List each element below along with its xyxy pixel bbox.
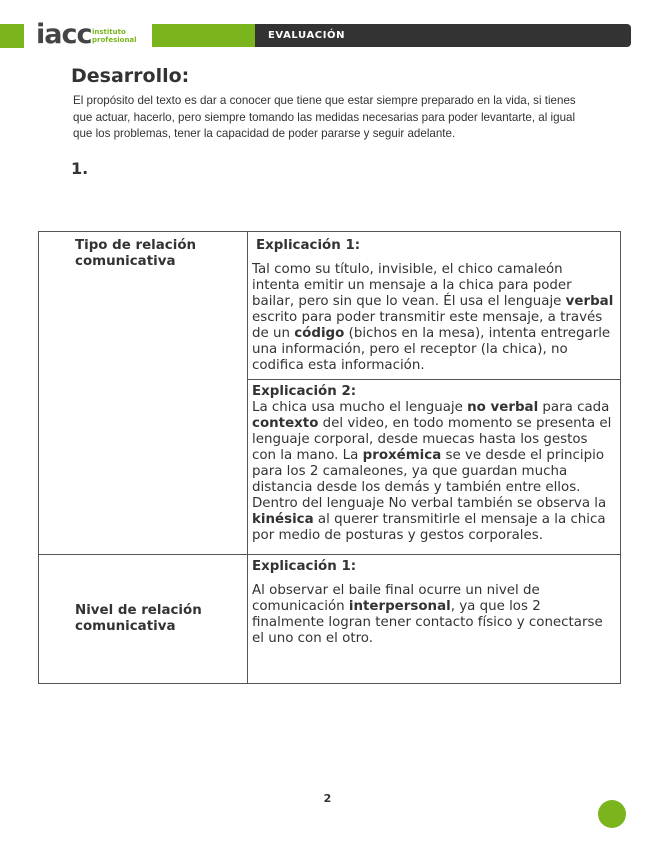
section-title: Desarrollo:: [71, 65, 190, 87]
item-number: 1.: [71, 159, 89, 178]
logo-wordmark: iacc: [36, 19, 92, 50]
explanation-cell: [248, 232, 621, 380]
table-row: [39, 232, 621, 380]
communication-table: [38, 231, 621, 684]
row-label-nivel: Nivel de relación comunicativa: [39, 555, 248, 684]
intro-paragraph: El propósito del texto es dar a conocer que tiene que estar siempre preparado en la vida, si tienes que actuar, hacerlo, pero siempre tomando las medidas necesarias para poder levantarte, al igual que los problemas, tener la capacidad de poder pararse y seguir adelante.: [73, 94, 576, 140]
explanation-cell: [248, 380, 621, 555]
explanation-cell: [248, 555, 621, 684]
explanation-title: Explicación 1:: [256, 238, 361, 253]
explanation-text: La chica usa mucho el lenguaje no verbal para cada contexto del video, en todo momento se presenta el lenguaje corporal, desde muecas hasta los gestos con la mano. La proxémica se ve desde el principio para los 2 camaleones, ya que guardan mucha distancia desde los demás y también entre ellos. Dentro del lenguaje No verbal también se observa la kinésica al querer transmitirle el mensaje a la chica por medio de posturas y gestos corporales.: [252, 400, 612, 543]
explanation-title: Explicación 2:: [252, 384, 357, 399]
logo-subtitle: instituto profesional: [92, 28, 137, 44]
explanation-title: Explicación 1:: [252, 559, 357, 574]
header-green-square: [0, 24, 24, 48]
header-title: EVALUACIÓN: [268, 30, 346, 41]
explanation-text: Al observar el baile final ocurre un nivel de comunicación interpersonal, ya que los 2 finalmente logran tener contacto físico y conectarse el uno con el otro.: [252, 583, 603, 646]
table-row: [39, 555, 621, 684]
explanation-text: Tal como su título, invisible, el chico camaleón intenta emitir un mensaje a la chica para poder bailar, pero sin que lo vean. Él usa el lenguaje verbal escrito para poder transmitir este mensaje, a través de un código (bichos en la mesa), intenta entregarle una información, pero el receptor (la chica), no codifica esta información.: [252, 262, 614, 373]
footer-green-circle: [598, 800, 626, 828]
header-green-bar: [152, 24, 255, 47]
row-label-tipo: Tipo de relación comunicativa: [39, 232, 248, 555]
page-number: 2: [323, 792, 332, 805]
